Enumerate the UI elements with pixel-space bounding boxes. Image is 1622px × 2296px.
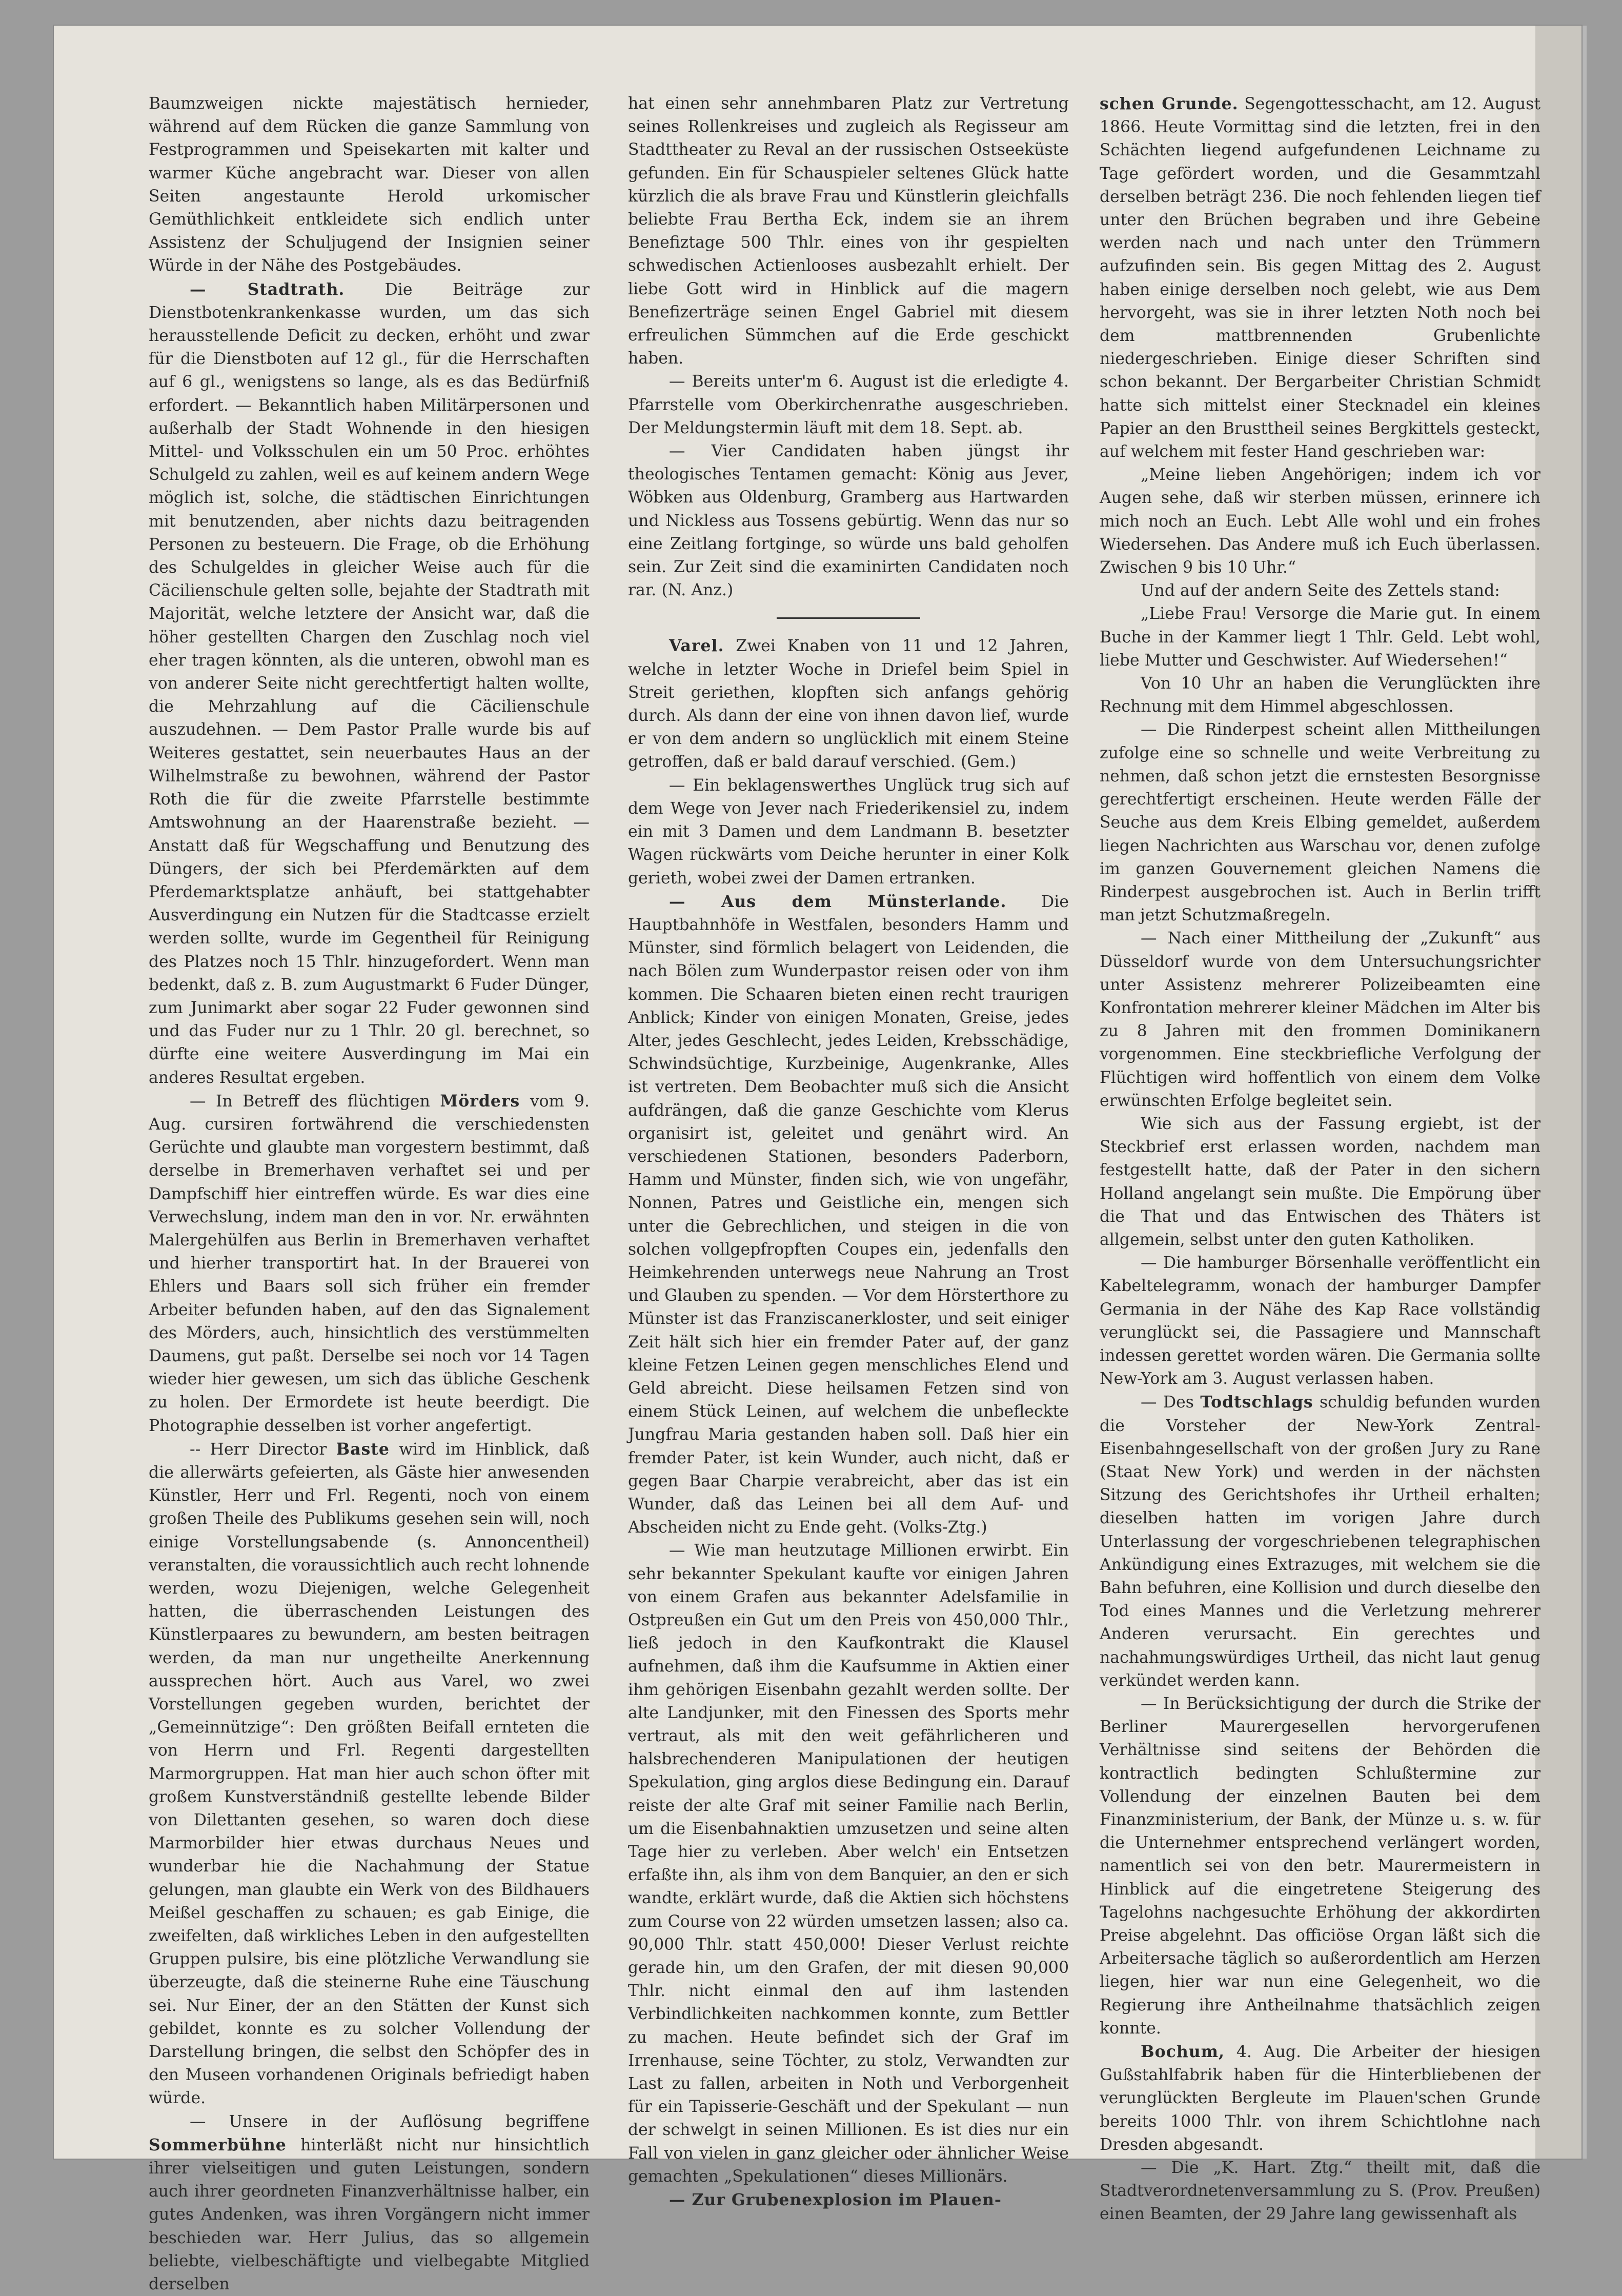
article-hart-ztg: — Die „K. Hart. Ztg.“ theilt mit, daß die Stadtverordnetenversammlung zu S. (Prov. Preußen) einen Beamten, der 29 Jahre lang gewissenhaft als bbox=[1100, 2159, 1540, 2224]
article-pfarrstelle: — Bereits unter'm 6. August ist die erledigte 4. Pfarrstelle vom Oberkirchenrathe ausgeschrieben. Der Meldungstermin läuft mit dem 18. Sept. ab. bbox=[628, 372, 1069, 437]
article-heading: Mörders bbox=[440, 1091, 520, 1111]
article-heading: schen Grunde. bbox=[1100, 94, 1239, 113]
newspaper-page bbox=[54, 26, 1582, 2294]
article-heading: — Aus dem Münsterlande. bbox=[669, 892, 1007, 911]
article-heading: — Stadtrath. bbox=[190, 279, 345, 299]
article-paragraph: Baumzweigen nickte majestätisch hernieder, während auf dem Rücken die ganze Sammlung von Festprogrammen und Speisekarten mit kalter und warmer Küche angebracht war. Dieser von allen Seiten angestaunte Herold urkomischer Gemüthlichkeit entkleidete sich endlich unter Assistenz der Schuljugend der Insignien seiner Würde in der Nähe des Postgebäudes. bbox=[149, 94, 590, 275]
article-paragraph: Von 10 Uhr an haben die Verunglückten ihre Rechnung mit dem Himmel abgeschlossen. bbox=[1100, 674, 1540, 716]
column-left bbox=[149, 92, 590, 2294]
page-edge bbox=[1535, 26, 1582, 2159]
article-zukunft: — Nach einer Mittheilung der „Zukunft“ aus Düsseldorf wurde von dem Untersuchungsrichter unter Assistenz mehrerer Polizeibeamten eine Konfrontation mehrerer kleiner Mädchen im Alter bis zu 8 Jahren mit den frommen Dominikanern vorgenommen. Eine steckbriefliche Verfolgung der Flüchtigen wird hoffentlich von einem dem Volke erwünschten Erfolge begleitet sein. bbox=[1100, 929, 1540, 1110]
article-grubenexplosion-head bbox=[628, 2188, 1069, 2212]
article-moerder: — In Betreff des flüchtigen Mörders vom 9. Aug. cursiren fortwährend die verschiedensten Gerüchte und glaubte man vorgestern bestimmt, daß derselbe in Bremerhaven verhaftet sei und per Dampfschiff hier eintreffen würde. Es war dies eine Verwechslung, indem man den in vor. Nr. erwähnten Malergehülfen aus Berlin in Bremerhaven verhaftet und hierher transportirt hat. In der Brauerei von Ehlers und Baars soll sich früher ein fremder Arbeiter befunden haben, auf den das Signalement des Mörders, auch, hinsichtlich des verstümmelten Daumens, gut paßt. Derselbe sei noch vor 14 Tagen wieder hier gewesen, um sich das übliche Geschenk zu holen. Der Ermordete ist heute beerdigt. Die Photographie desselben ist vorher angefertigt. bbox=[149, 1091, 590, 1435]
column-middle bbox=[628, 92, 1069, 2210]
article-heading: Bochum, bbox=[1141, 2042, 1225, 2062]
article-baste: -- Herr Director Baste wird im Hinblick, daß die allerwärts gefeierten, als Gäste hier anwesenden Künstler, Herr und Frl. Regenti, noch von einem großen Theile des Publikums gesehen sein will, noch einige Vorstellungsabende (s. Annoncentheil) veranstalten, die voraussichtlich auch recht lohnende werden, wozu Diejenigen, welche Gelegenheit hatten, die überraschenden Leistungen des Künstlerpaares zu bewundern, am besten beitragen werden, da man nur ungetheilte Anerkennung aussprechen hört. Auch aus Varel, wo zwei Vorstellungen gegeben wurden, berichtet der „Gemeinnützige“: Den größten Beifall ernteten die von Herrn und Frl. Regenti dargestellten Marmorgruppen. Hat man hier auch schon öfter mit großem Kunstverständniß gestellte lebende Bilder von Dilettanten gesehen, so waren doch diese Marmorbilder hier etwas durchaus Neues und wunderbar hie die Nachahmung der Statue gelungen, man glaubte ein Werk von des Bildhauers Meißel geschaffen zu schauen; es gab Einige, die zweifelten, daß wirkliches Leben in den aufgestellten Gruppen pulsire, bis eine plötzliche Verwandlung sie überzeugte, daß die steinerne Ruhe eine Täuschung sei. Nur Einer, der an den Stätten der Kunst sich gebildet, konnte es zu solcher Vollendung der Darstellung bringen, die selbst den Schöpfer des in den Museen vorhandenen Originals befriedigt haben würde. bbox=[149, 1439, 590, 2108]
article-candidaten: — Vier Candidaten haben jüngst ihr theologisches Tentamen gemacht: König aus Jever, Wöbken aus Oldenburg, Gramberg aus Hartwarden und Nickless aus Tossens gebürtig. Wenn das nur so eine Zeitlang fortginge, so würde uns bald geholfen sein. Zur Zeit sind die examinirten Candidaten noch rar. (N. Anz.) bbox=[628, 442, 1069, 600]
article-steckbrief: Wie sich aus der Fassung ergiebt, ist der Steckbrief erst erlassen worden, nachdem man festgestellt hatte, daß der Pater in den sichern Holland angelangt sein mußte. Die Empörung über die That und das Entwischen des Thäters ist allgemein, selbst unter den guten Katholiken. bbox=[1100, 1114, 1540, 1249]
article-sommerbuehne: — Unsere in der Auflösung begriffene Sommerbühne hinterläßt nicht nur hinsichtlich ihrer vielseitigen und guten Leistungen, sondern auch ihrer geordneten Finanzverhältnisse halber, ein gutes Andenken, was ihren Vorgängern nicht immer beschieden war. Herr Julius, das so allgemein beliebte, vielbeschäftigte und vielbegabte Mitglied derselben bbox=[149, 2112, 590, 2294]
letter-quote: „Meine lieben Angehörigen; indem ich vor Augen sehe, daß wir sterben müssen, erinnere ich mich noch an Euch. Lebt Alle wohl und ein frohes Wiedersehen. Das Andere muß ich Euch überlassen. Zwischen 9 bis 10 Uhr.“ bbox=[1100, 466, 1540, 577]
article-heading: Todtschlags bbox=[1200, 1393, 1313, 1412]
column-right bbox=[1100, 92, 1541, 2224]
article-muensterlande: — Aus dem Münsterlande. Die Hauptbahnhöfe in Westfalen, besonders Hamm und Münster, sind förmlich belagert von Leidenden, die nach Bölen zum Wunderpastor reisen oder von ihm kommen. Die Schaaren bieten einen recht traurigen Anblick; Kinder von einigen Monaten, Greise, jedes Alter, jedes Geschlecht, jedes Leiden, Krebsschädige, Schwindsüchtige, Kurzbeinige, Augenkranke, Alles ist vertreten. Dem Beobachter muß sich die Ansicht aufdrängen, daß die ganze Geschichte vom Klerus organisirt ist, geleitet und genährt wird. An verschiedenen Stationen, besonders Paderborn, Hamm und Münster, finden sich, wie von ungefähr, Nonnen, Patres und Geistliche ein, mengen sich unter die Gebrechlichen, und steigen in die von solchen vollgepfropften Coupes ein, jedenfalls den Heimkehrenden unterwegs neue Nahrung an Trost und Glauben zu spenden. — Vor dem Hörsterthore zu Münster ist das Franziscanerkloster, und seit einiger Zeit hält sich hier ein fremder Pater auf, der ganz kleine Fetzen Leinen gegen menschliches Elend und Geld abreicht. Diese heilsamen Fetzen sind von einem Stück Leinen, auf welchem die unbefleckte Jungfrau Maria gestanden haben soll. Daß hier ein fremder Pater, ist kein Wunder, auch nicht, daß er gegen Baar Charpie verabreicht, aber das ist ein Wunder, daß das Leinen bei all dem Auf- und Abscheiden nicht zu Ende geht. (Volks-Ztg.) bbox=[628, 892, 1069, 1537]
article-maurer: — In Berücksichtigung der durch die Strike der Berliner Maurergesellen hervorgerufenen Verhältnisse sind seitens der Behörden die kontractlich bedingten Schlußtermine zur Vollendung der einzelnen Bauten bei dem Finanzministerium, der Bank, der Münze u. s. w. für die Unternehmer entsprechend verlängert worden, namentlich sei von den betr. Maurermeistern in Hinblick auf die eingetretene Steigerung des Tagelohns nachgesuchte Erhöhung der akkordirten Preise abgelehnt. Das officiöse Organ läßt sich die Arbeitersache täglich so außerordentlich am Herzen liegen, hier war nun eine Gelegenheit, wo die Regierung ihre Antheilnahme thatsächlich zeigen konnte. bbox=[1100, 1695, 1540, 2038]
article-grubenexplosion: schen Grunde. Segengottesschacht, am 12. August 1866. Heute Vormittag sind die letzten, frei in den Schächten liegend aufgefundenen Leichname zu Tage gefördert worden, und die Gesammtzahl derselben beträgt 236. Die noch fehlenden liegen tief unter den Brüchen begraben und ihre Gebeine werden nach und nach unter den Trümmern aufzufinden sein. Bis gegen Mittag des 2. August haben einige derselben noch gelebt, wie aus Dem hervorgeht, was sie in ihrer letzten Noth noch bei dem mattbrennenden Grubenlichte niedergeschrieben. Einige dieser Schriften sind schon bekannt. Der Bergarbeiter Christian Schmidt hatte sich mittelst einer Stecknadel ein kleines Papier an den Brusttheil seines Bergkittels gesteckt, auf welchem mit fester Hand geschrieben war: bbox=[1100, 94, 1541, 461]
article-todtschlag: — Des Todtschlags schuldig befunden wurden die Vorsteher der New-York Zentral-Eisenbahngesellschaft von der großen Jury zu Rane (Staat New York) und werden in der nächsten Sitzung des Gerichtshofes ihr Urtheil erhalten; dieselben hatten im vorigen Jahre durch Unterlassung der vorgeschriebenen telegraphischen Ankündigung eines Extrazuges, mit welchem sie die Bahn befuhren, eine Kollision und durch dieselbe den Tod eines Mannes und die Verletzung mehrerer Anderen verursacht. Ein gerechtes und nachahmungswürdiges Urtheil, das nicht laut genug verkündet werden kann. bbox=[1100, 1393, 1541, 1690]
article-germania: — Die hamburger Börsenhalle veröffentlicht ein Kabeltelegramm, wonach der hamburger Dampfer Germania in der Nähe des Kap Race vollständig verunglückt sei, die Passagiere und Mannschaft indessen gerettet worden wären. Die Germania sollte New-York am 3. August verlassen haben. bbox=[1100, 1254, 1540, 1388]
section-divider bbox=[777, 617, 920, 619]
article-stadtrath: — Stadtrath. Die Beiträge zur Dienstbotenkrankenkasse wurden, um das sich herausstellende Deficit zu decken, erhöht und zwar für die Dienstboten auf 12 gl., für die Herrschaften auf 6 gl., wenigstens so lange, als es das Bedürfniß erfordert. — Bekanntlich haben Militärpersonen und außerhalb der Stadt Wohnende in den hiesigen Mittel- und Volksschulen ein um 50 Proc. erhöhtes Schulgeld zu zahlen, weil es auf keinem andern Wege möglich ist, solche, die städtischen Einrichtungen mit benutzenden, aber nichts dazu beitragenden Personen zu besteuern. Die Frage, ob die Erhöhung des Schulgeldes in gleicher Weise auch für die Cäcilienschule gelten solle, bejahte der Stadtrath mit Majorität, welche letztere der Ansicht war, daß die höher gestellten Chargen den Zuschlag noch viel eher tragen könnten, als die unteren, obwohl man es von anderer Seite nicht gerechtfertigt halten wollte, die Mehrzahlung auf die Cäcilienschule auszudehnen. — Dem Pastor Pralle wurde bis auf Weiteres gestattet, sein neuerbautes Haus an der Wilhelmstraße zu bewohnen, während der Pastor Roth die für die zweite Pfarrstelle bestimmte Amtswohnung an der Haarenstraße bezieht. — Anstatt daß für Wegschaffung und Benutzung des Düngers, der sich bei Pferdemärkten auf dem Pferdemarktsplatze anhäuft, bei stattgehabter Ausverdingung ein Nutzen für die Stadtcasse erzielt werden sollte, wurde im Gegentheil für Reinigung des Platzes noch 15 Thlr. hinzugefordert. Wenn man bedenkt, daß z. B. zum Augustmarkt 6 Fuder Dünger, zum Junimarkt aber sogar 22 Fuder gewonnen sind und das Fuder nur zu 1 Thlr. 20 gl. berechnet, so dürfte eine weitere Ausverdingung im Mai ein anderes Resultat ergeben. bbox=[149, 279, 590, 1087]
article-heading: Varel. bbox=[669, 636, 724, 656]
article-heading: — Zur Grubenexplosion im Plauen- bbox=[669, 2190, 1002, 2210]
article-millionen: — Wie man heutzutage Millionen erwirbt. Ein sehr bekannter Spekulant kaufte vor einigen Jahren von einem Grafen aus bekannter Adelsfamilie in Ostpreußen ein Gut um den Preis von 450,000 Thlr., ließ jedoch in den Kaufkontrakt die Klausel aufnehmen, daß ihm die Kaufsumme in Aktien einer ihm gehörigen Eisenbahn gezahlt werden sollte. Der alte Landjunker, mit den Finessen des Sports mehr vertraut, als mit den weit gefährlicheren und halsbrechenderen Manipulationen der heutigen Spekulation, ging arglos diese Bedingung ein. Darauf reiste der alte Graf mit seiner Familie nach Berlin, um die Eisenbahnaktien umzusetzen und seine alten Tage hier zu verleben. Aber welch' ein Entsetzen erfaßte ihn, als ihm von dem Banquier, an den er sich wandte, erklärt wurde, daß die Aktien sich höchstens zum Course von 22 würden umsetzen lassen; also ca. 90,000 Thlr. statt 450,000! Dieser Verlust reichte gerade hin, um den Grafen, der mit diesen 90,000 Thlr. nicht einmal den auf ihm lastenden Verbindlichkeiten nachkommen konnte, zum Bettler zu machen. Heute befindet sich der Graf im Irrenhause, seine Töchter, zu stolz, Verwandten zur Last zu fallen, arbeiten in Noth und Verborgenheit für ein Tapisserie-Geschäft und der Spekulant — nun der schwelgt in seinen Millionen. Es ist dies nur ein Fall von vielen in ganz gleicher oder ähnlicher Weise gemachten „Spekulationen“ dieses Millionärs. bbox=[628, 1541, 1069, 2186]
article-paragraph: Und auf der andern Seite des Zettels stand: bbox=[1141, 581, 1500, 600]
article-paragraph: hat einen sehr annehmbaren Platz zur Vertretung seines Rollenkreises und zugleich als Regisseur am Stadttheater zu Reval an der russischen Ostseeküste gefunden. Ein für Schauspieler seltenes Glück hatte kürzlich die als brave Frau und Künstlerin gleichfalls beliebte Frau Bertha Eck, indem sie an ihrem Benefiztage 500 Thlr. eines von ihr gespielten schwedischen Actienlooses ausbezahlt erhielt. Der liebe Gott wird in Hinblick auf die magern Benefizerträge seinen Engel Gabriel mit diesem erfreulichen Sümmchen auf die Erde geschickt haben. bbox=[628, 94, 1069, 368]
article-varel: Varel. Zwei Knaben von 11 und 12 Jahren, welche in letzter Woche in Driefel beim Spiel in Streit geriethen, klopften sich anfangs gehörig durch. Als dann der eine von ihnen davon lief, wurde er von dem andern so unglücklich mit einem Steine getroffen, daß er bald darauf verschied. (Gem.) bbox=[628, 636, 1069, 772]
article-heading: Sommerbühne bbox=[149, 2135, 287, 2154]
article-unglueck: — Ein beklagenswerthes Unglück trug sich auf dem Wege von Jever nach Friederikensiel zu, indem ein mit 3 Damen und dem Landmann B. besetzter Wagen rückwärts vom Deiche herunter in einer Kolk gerieth, wobei zwei der Damen ertranken. bbox=[628, 776, 1069, 888]
article-heading: Baste bbox=[336, 1439, 390, 1459]
letter-quote: „Liebe Frau! Versorge die Marie gut. In einem Buche in der Kammer liegt 1 Thlr. Geld. Lebt wohl, liebe Mutter und Geschwister. Auf Wiedersehen!“ bbox=[1100, 605, 1540, 670]
article-rinderpest: — Die Rinderpest scheint allen Mittheilungen zufolge eine so schnelle und weite Verbreitung zu nehmen, daß schon jetzt die ernstesten Besorgnisse gerechtfertigt erscheinen. Heute werden Fälle der Seuche aus dem Kreis Elbing gemeldet, außerdem liegen Nachrichten aus Warschau vor, denen zufolge im ganzen Gouvernement gleichen Namens die Rinderpest ausgebrochen ist. Auch in Berlin trifft man jetzt Schutzmaßregeln. bbox=[1100, 720, 1540, 925]
article-bochum: Bochum, 4. Aug. Die Arbeiter der hiesigen Gußstahlfabrik haben für die Hinterbliebenen der verunglückten Bergleute im Plauen'schen Grunde bereits 1000 Thlr. von ihrem Schichtlohne nach Dresden abgesandt. bbox=[1100, 2042, 1540, 2154]
